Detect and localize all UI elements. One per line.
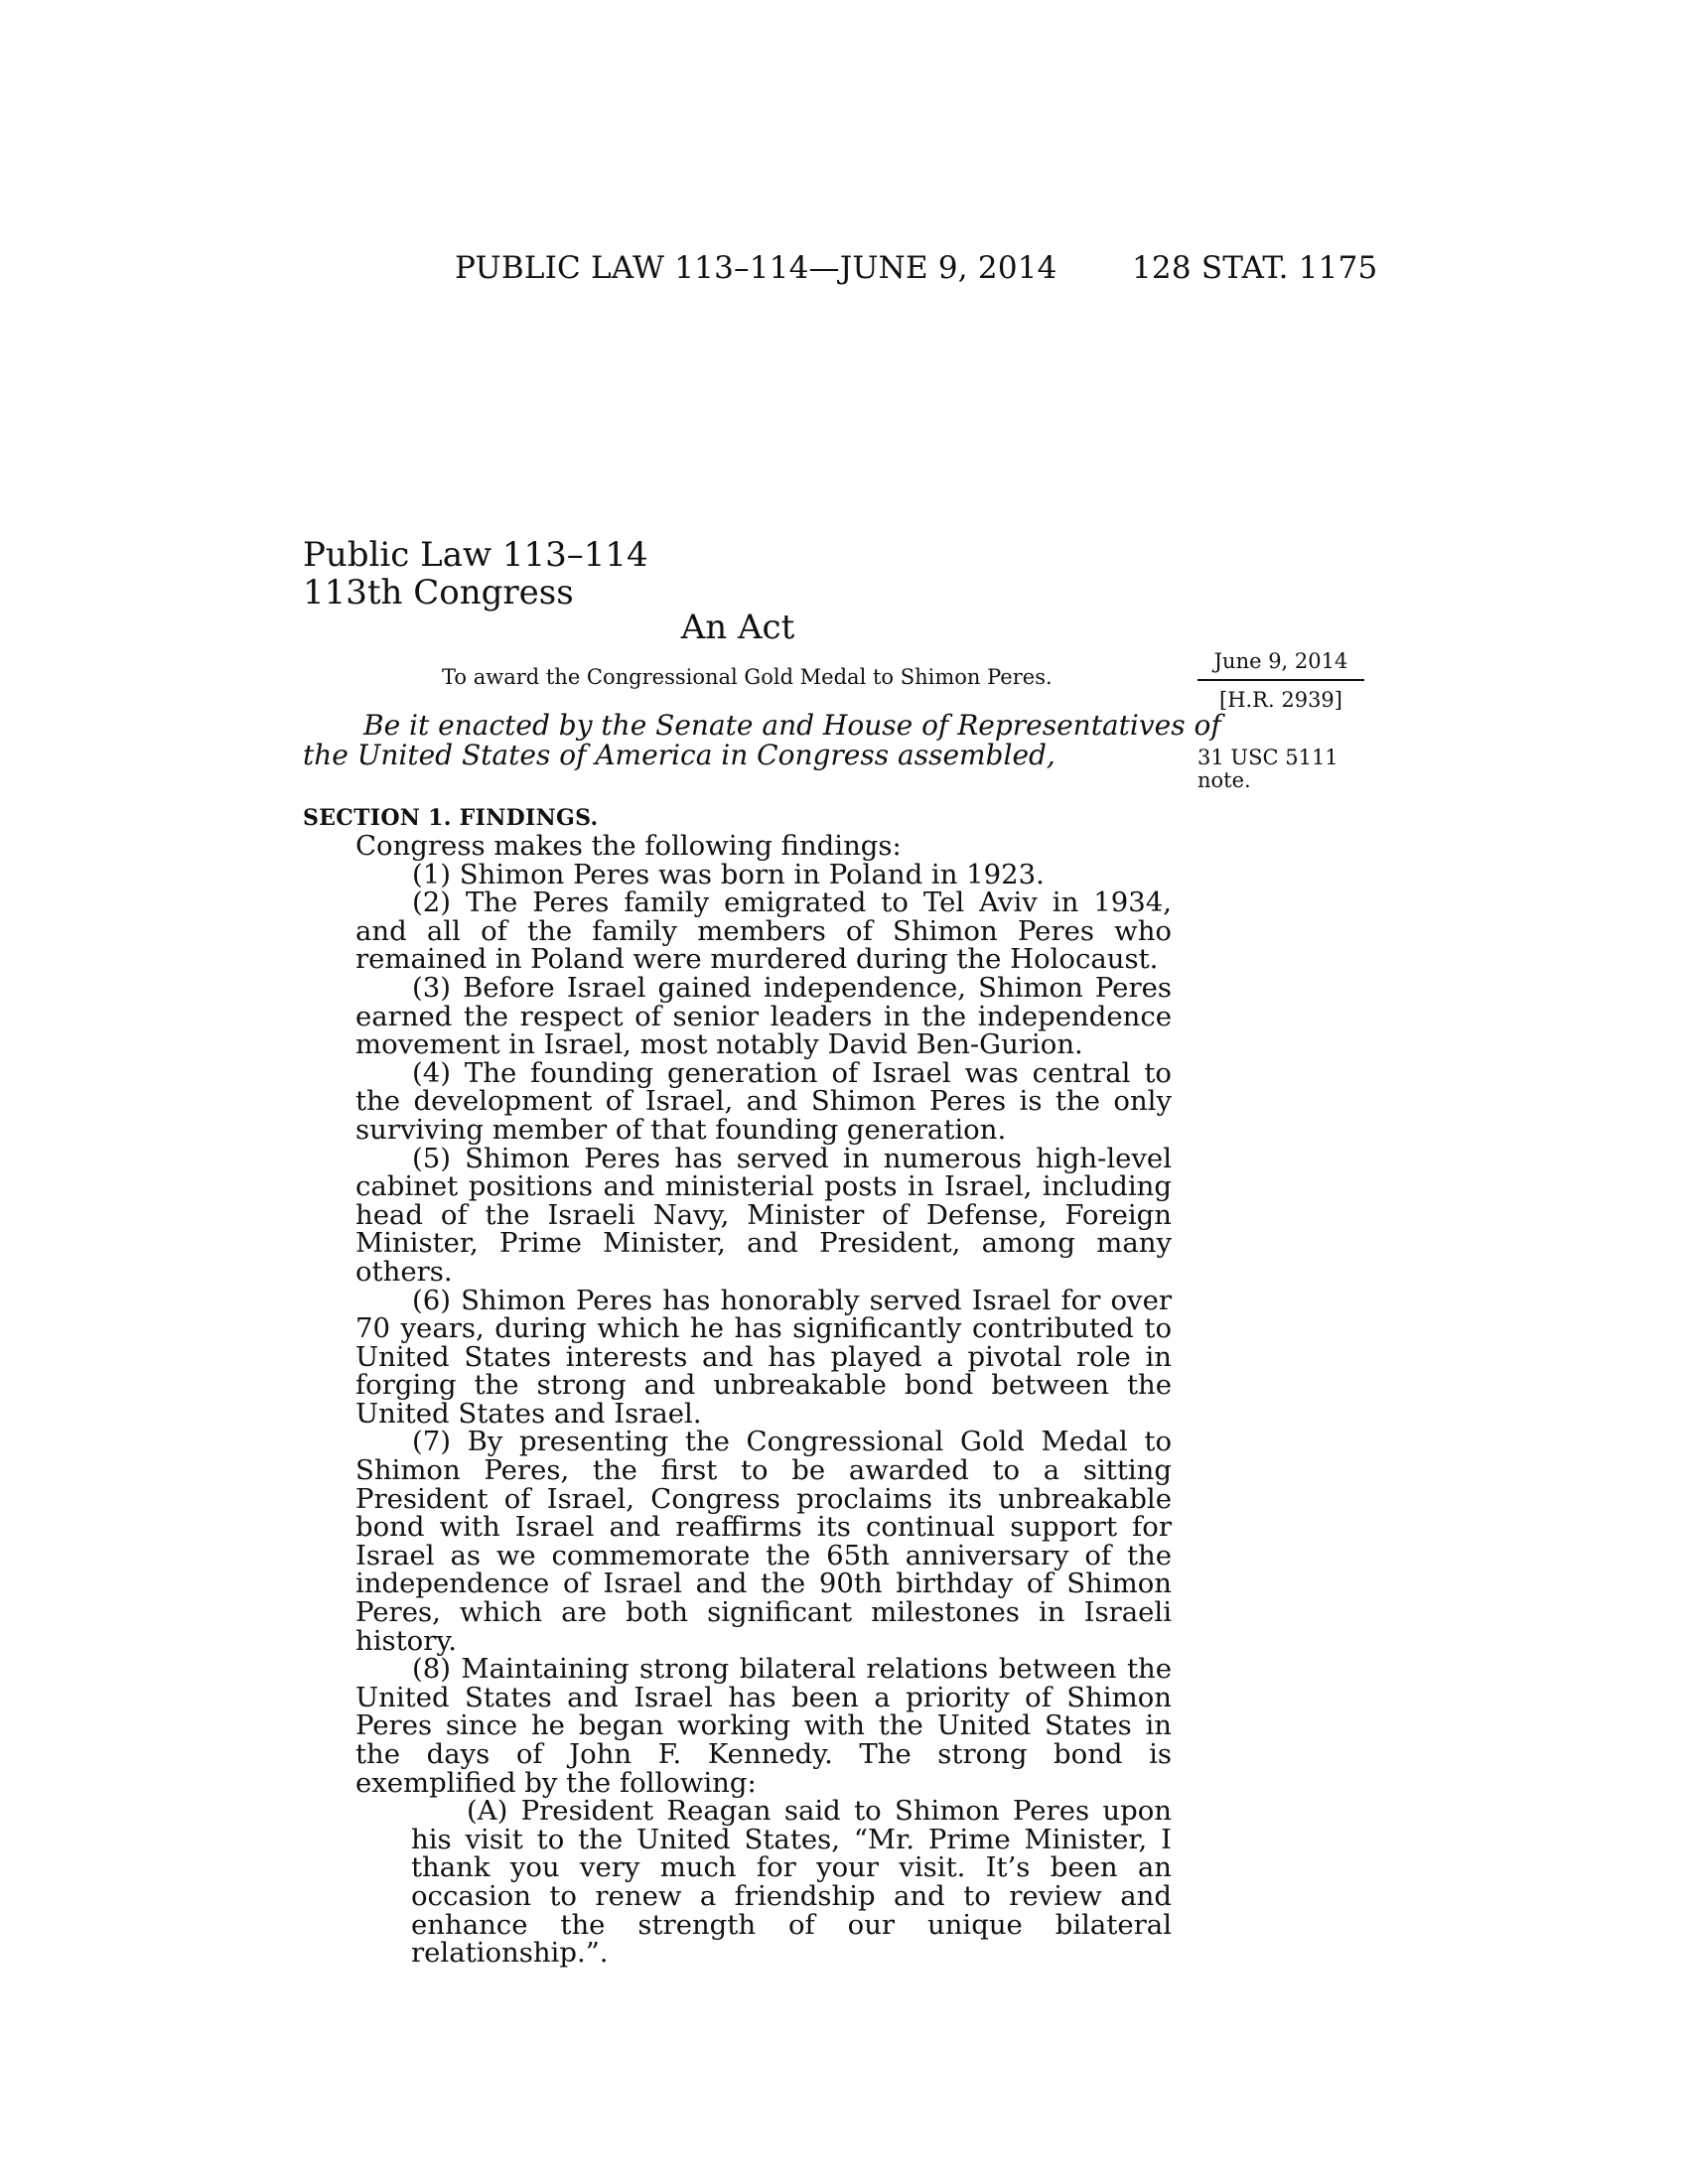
- finding-item-2: (2) The Peres family emigrated to Tel Aviv in 1934, and all of the family members of Shimon Peres who remained in Poland were murdered during the Holocaust.: [355, 887, 1172, 976]
- finding-subitem-a: (A) President Reagan said to Shimon Peres upon his visit to the United States, “Mr. Prime Minister, I thank you very much for your visit. It’s been an occasion to renew a friendship and to review and enhance the strength of our unique bilateral relationship.”.: [411, 1795, 1172, 1970]
- running-header-left: PUBLIC LAW 113–114—JUNE 9, 2014: [455, 250, 1057, 286]
- act-purpose: To award the Congressional Gold Medal to Shimon Peres.: [442, 665, 1053, 689]
- findings-body: [355, 832, 1172, 1968]
- running-header-page: 128 STAT. 1175: [1132, 250, 1378, 286]
- section-heading: SECTION 1. FINDINGS.: [303, 805, 599, 831]
- enacting-clause-line-2: the United States of America in Congress assembled,: [303, 739, 1055, 771]
- finding-item-6: (6) Shimon Peres has honorably served Israel for over 70 years, during which he has significantly contributed to United States interests and has played a pivotal role in forging the strong and unbreakable bond between the United States and Israel.: [355, 1284, 1172, 1430]
- finding-item-4: (4) The founding generation of Israel was central to the development of Israel, and Shimon Peres is the only surviving member of that founding generation.: [355, 1056, 1172, 1146]
- findings-intro: Congress makes the following findings:: [355, 830, 902, 862]
- enacting-clause-line-1: Be it enacted by the Senate and House of Representatives of: [363, 709, 1221, 742]
- public-law-number: Public Law 113–114: [303, 535, 648, 575]
- usc-citation-line: 31 USC 5111: [1197, 746, 1338, 769]
- usc-citation-note: note.: [1197, 768, 1251, 792]
- finding-item-7: (7) By presenting the Congressional Gold Medal to Shimon Peres, the first to be awarded to a sitting President of Israel, Congress proclaims its unbreakable bond with Israel and reaffirms its continual support for Israel as we commemorate the 65th anniversary of the independence of Israel and the 90th birthday of Shimon Peres, which are both significant milestones in Israeli history.: [355, 1426, 1172, 1657]
- law-identification: [303, 536, 648, 612]
- act-title: An Act: [680, 608, 795, 647]
- margin-date: June 9, 2014: [1213, 649, 1348, 673]
- finding-item-3: (3) Before Israel gained independence, Shimon Peres earned the respect of senior leaders in the independence movement in Israel, most notably David Ben-Gurion.: [355, 971, 1172, 1061]
- enacting-clause: [303, 709, 1221, 771]
- finding-item-8: (8) Maintaining strong bilateral relations between the United States and Israel has been a priority of Shimon Peres since he began working with the United States in the days of John F. Kennedy. The strong bond is exemplified by the following:: [355, 1653, 1172, 1799]
- finding-item-5: (5) Shimon Peres has served in numerous high-level cabinet positions and ministerial posts in Israel, including head of the Israeli Navy, Minister of Defense, Foreign Minister, Prime Minister, and President, among many others.: [355, 1142, 1172, 1288]
- margin-bill-number: [H.R. 2939]: [1219, 688, 1342, 712]
- congress-number: 113th Congress: [303, 573, 574, 613]
- margin-usc-citation: [1197, 747, 1338, 792]
- finding-item-1: (1) Shimon Peres was born in Poland in 1923.: [412, 858, 1045, 890]
- margin-divider: [1197, 679, 1364, 681]
